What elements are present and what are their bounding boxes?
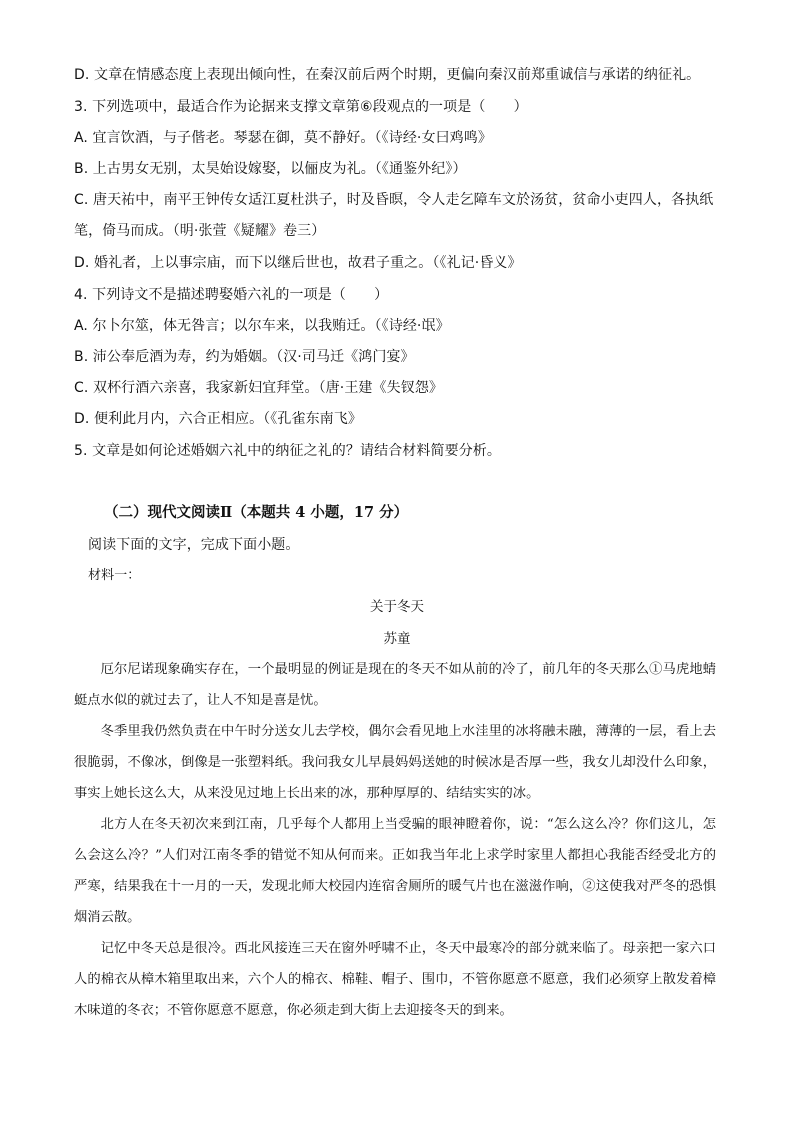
q3-option-b: B. 上古男女无别，太昊始设嫁娶，以俪皮为礼。（《通鉴外纪》）	[74, 161, 467, 177]
article-paragraph-2: 冬季里我仍然负责在中午时分送女儿去学校，偶尔会看见地上水洼里的冰将融未融，薄薄的一层，看上去很脆弱，不像冰，倒像是一张塑料纸。我问我女儿早晨妈妈送她的时候冰是否厚一些，我女儿却没什么印象，事实上她长这么大，从来没见过地上长出来的冰，那种厚厚的、结结实实的冰。	[74, 724, 716, 801]
q3-stem: 3. 下列选项中，最适合作为论据来支撑文章第⑥段观点的一项是（ ）	[74, 99, 528, 115]
article-paragraph-4: 记忆中冬天总是很冷。西北风接连三天在窗外呼啸不止，冬天中最寒冷的部分就来临了。母亲把一家六口人的棉衣从樟木箱里取出来，六个人的棉衣、棉鞋、帽子、围巾，不管你愿意不愿意，我们必须穿上散发着樟木味道的冬衣；不管你愿意不愿意，你必须走到大街上去迎接冬天的到来。	[74, 941, 716, 1018]
q4-option-a: A. 尔卜尔筮，体无咎言；以尔车来，以我贿迁。（《诗经·氓》	[74, 318, 450, 334]
q3-option-a: A. 宜言饮酒，与子偕老。琴瑟在御，莫不静好。（《诗经·女曰鸡鸣》	[74, 130, 492, 146]
q4-option-b: B. 沛公奉卮酒为寿，约为婚姻。（汉·司马迁《鸿门宴》	[74, 349, 415, 365]
section-title: （二）现代文阅读Ⅱ（本题共 4 小题，17 分）	[104, 504, 409, 521]
q3-option-c-line1: C. 唐天祐中，南平王钟传女适江夏杜洪子，时及昏暝，令人走乞障车文於汤贫，贫命小吏四人，各执纸	[74, 192, 714, 208]
article-paragraph-3: 北方人在冬天初次来到江南，几乎每个人都用上当受骗的眼神瞪着你，说：“怎么这么冷？你们这儿，怎么会这么冷？”人们对江南冬季的错觉不知从何而来。正如我当年北上求学时家里人都担心我能否经受北方的严寒，结果我在十一月的一天，发现北师大校园内连宿舍厕所的暖气片也在滋滋作响，②这使我对严冬的恐惧烟消云散。	[74, 817, 716, 925]
article-author: 苏童	[383, 631, 411, 647]
q3-option-d: D. 婚礼者，上以事宗庙，而下以继后世也，故君子重之。（《礼记·昏义》	[74, 255, 522, 271]
reading-instruction: 阅读下面的文字，完成下面小题。	[88, 537, 300, 553]
q4-option-c: C. 双杯行酒六亲喜，我家新妇宜拜堂。（唐·王建《失钗怨》	[74, 380, 444, 396]
q5-stem: 5. 文章是如何论述婚姻六礼中的纳征之礼的？请结合材料简要分析。	[74, 443, 502, 459]
q2-option-d: D. 文章在情感态度上表现出倾向性，在秦汉前后两个时期，更偏向秦汉前郑重诚信与承诺的纳征礼。	[74, 67, 701, 83]
q4-stem: 4. 下列诗文不是描述聘娶婚六礼的一项是（ ）	[74, 287, 389, 303]
article-paragraph-1: 厄尔尼诺现象确实存在，一个最明显的例证是现在的冬天不如从前的冷了，前几年的冬天那么①马虎地蜻蜓点水似的就过去了，让人不知是喜是忧。	[74, 662, 716, 708]
article-body	[74, 654, 716, 1026]
material-label: 材料一：	[88, 568, 141, 583]
q3-option-c-line2: 笔，倚马而成。（明·张萱《疑耀》卷三）	[74, 223, 326, 239]
q4-option-d: D. 便利此月内，六合正相应。（《孔雀东南飞》	[74, 411, 362, 427]
article-title: 关于冬天	[370, 599, 424, 615]
